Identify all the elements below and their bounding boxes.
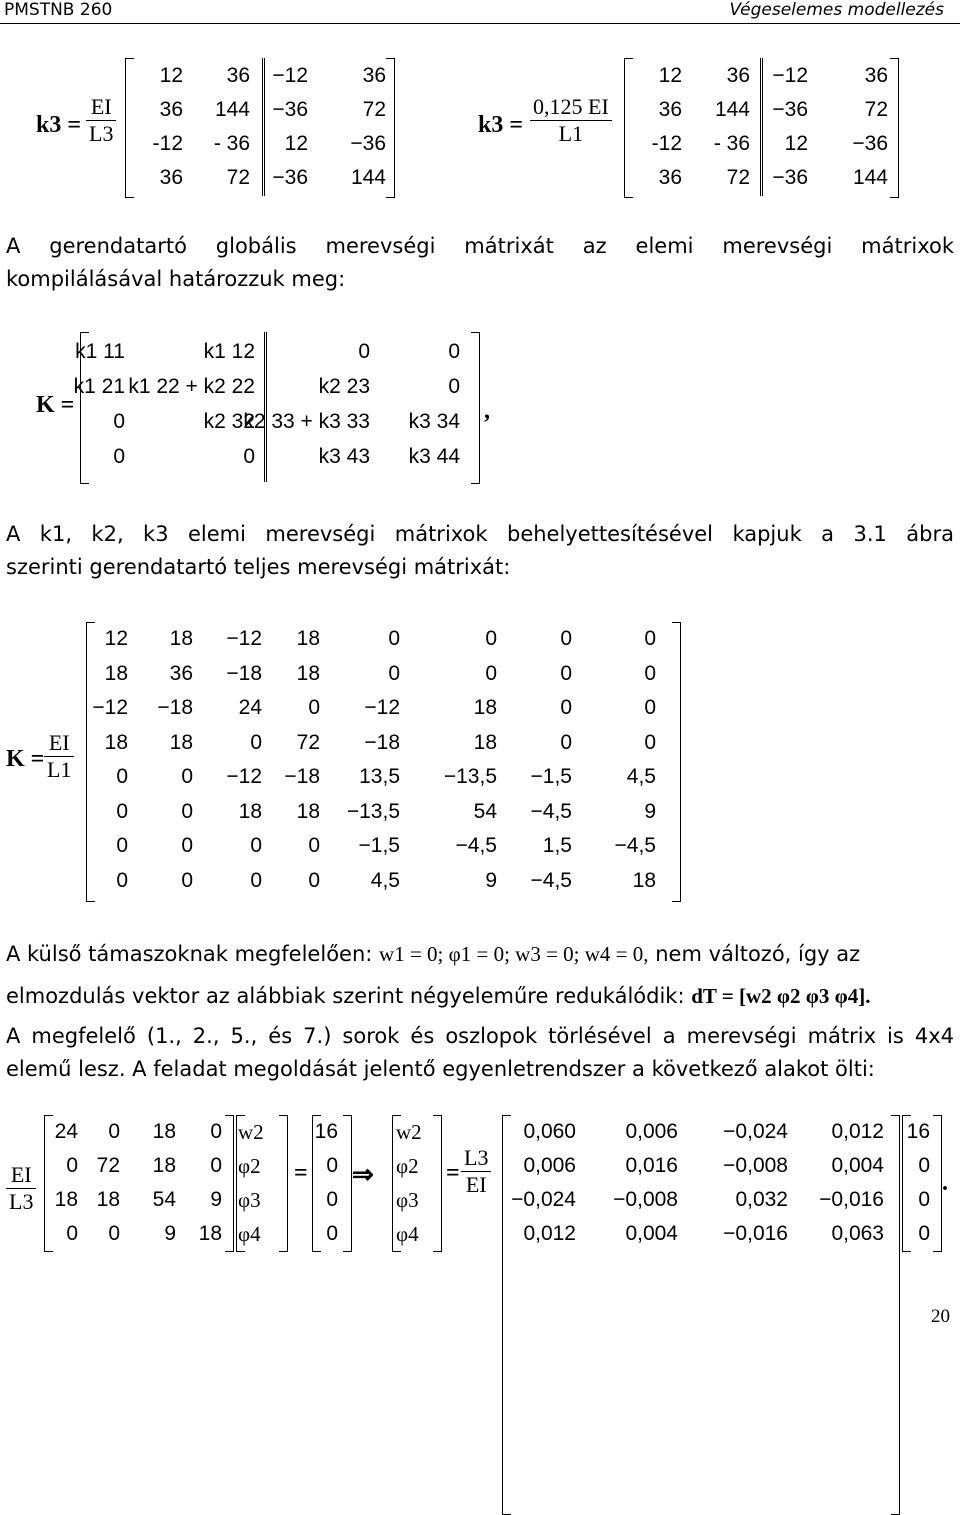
system-rhs-2-cell: 0 [918, 1188, 930, 1211]
k-full-cell: 18 [169, 730, 193, 754]
k-full-coefficient-denominator: L1 [47, 757, 72, 782]
system-inverse-cell: 0,004 [831, 1154, 884, 1177]
system-matrix-cell: 18 [96, 1188, 120, 1211]
system-unknown: φ2 [238, 1154, 261, 1178]
k-full-cell: 0 [116, 868, 128, 892]
k3-second-coefficient-denominator: L1 [558, 121, 584, 146]
k-full-cell: 18 [296, 627, 320, 650]
k-assembly-cell: k2 32 [203, 410, 255, 433]
system-unknown: φ3 [238, 1188, 261, 1212]
boundary-conditions: w1 = 0; φ1 = 0; w3 = 0; w4 = 0, [379, 942, 649, 966]
k3-first-cell: 36 [226, 64, 250, 87]
k-assembly-right-bracket [471, 332, 480, 484]
paragraph-3-line-4: elemű lesz. A feladat megoldását jelentő egyenletrendszer a következő alakot ölti: [6, 1057, 875, 1081]
k-assembly-cell: k3 34 [408, 410, 460, 433]
k-full-cell: 12 [104, 627, 128, 650]
system-matrix-cell: 0 [66, 1222, 78, 1245]
page-number: 20 [931, 1306, 950, 1327]
k3-second-cell: −36 [772, 166, 808, 189]
k-assembly-comma: , [484, 398, 490, 424]
support-text: A külső támaszoknak megfelelően: [6, 942, 373, 966]
k-full-cell: 18 [104, 661, 128, 685]
k-assembly-cell: k1 12 [203, 340, 255, 363]
k3-first-cell: 12 [159, 64, 183, 87]
system-rhs-cell: 16 [314, 1120, 338, 1143]
k3-first-cell: 36 [159, 166, 183, 189]
k-full-cell: −4,5 [614, 834, 656, 857]
k-full-cell: 0 [181, 799, 193, 823]
system-inverse-coefficient-denominator: EI [465, 1172, 487, 1197]
k-full-cell: 0 [560, 661, 572, 685]
k3-coefficient-numerator: EI [86, 94, 116, 121]
k-full-cell: 9 [485, 868, 497, 892]
k3-second-cell: -12 [651, 132, 682, 155]
header-rule [0, 23, 960, 24]
k-full-cell: 0 [644, 730, 656, 754]
k-full-cell: −18 [364, 730, 400, 754]
system-inverse-coefficient [461, 1145, 491, 1198]
system-inverse-cell: −0,016 [819, 1188, 884, 1211]
k-full-cell: 4,5 [626, 765, 656, 788]
k-full-cell: 0 [308, 696, 320, 719]
k3-first-cell: 72 [226, 166, 250, 189]
k-full-cell: 18 [296, 799, 320, 823]
k3-first-cell: −36 [272, 166, 308, 189]
k-full-cell: 0 [644, 696, 656, 719]
system-matrix-cell: 72 [96, 1154, 120, 1177]
k-full-cell: 18 [238, 799, 262, 823]
k3-second-cell: 12 [658, 64, 682, 87]
k3-coefficient-denominator: L3 [89, 121, 114, 146]
k-full-cell: 18 [296, 661, 320, 685]
k-full-cell: −4,5 [530, 868, 572, 892]
k3-lhs: k3 = [36, 112, 82, 138]
k-full-cell: 0 [116, 765, 128, 788]
system-inverse-cell: −0,008 [613, 1188, 678, 1211]
k-assembly-cell: k3 43 [318, 445, 370, 468]
k-full-cell: 0 [560, 627, 572, 650]
k3-first-cell: 144 [350, 166, 386, 189]
system-inverse-cell: 0,016 [625, 1154, 678, 1177]
k-assembly-cell: k3 44 [408, 445, 460, 468]
k-full-cell: 13,5 [359, 765, 400, 788]
k3-second-cell: −36 [772, 98, 808, 121]
k3-first-cell: −36 [350, 132, 386, 155]
k3-second-cell: −12 [772, 64, 808, 87]
system-matrix-cell: 0 [108, 1222, 120, 1245]
system-unknown: φ4 [238, 1222, 261, 1246]
system-matrix-cell: 18 [198, 1222, 222, 1245]
system-matrix-cell: 18 [54, 1188, 78, 1211]
system-equals: = [294, 1160, 308, 1186]
k-full-right-bracket [672, 622, 681, 902]
system-rhs-2-cell: 0 [918, 1154, 930, 1177]
k-assembly-cell: k1 11 [75, 340, 125, 363]
k3-second-cell: - 36 [713, 132, 750, 155]
k-full-cell: 9 [644, 799, 656, 823]
paragraph-2-line-2: szerinti gerendatartó teljes merevségi mátrixát: [6, 555, 511, 579]
k-full-cell: −18 [157, 696, 193, 719]
system-inverse-cell: 0,063 [831, 1222, 884, 1245]
k-assembly-cell: 0 [448, 375, 460, 398]
k-full-cell: 18 [104, 730, 128, 754]
k3-second-cell: 72 [864, 98, 888, 121]
k-full-cell: 24 [238, 696, 262, 719]
k-full-cell: 18 [169, 627, 193, 650]
k3-first-cell: −36 [272, 98, 308, 121]
k-full-cell: 72 [296, 730, 320, 754]
system-inverse-cell: 0,012 [523, 1222, 576, 1245]
system-matrix-cell: 18 [152, 1154, 176, 1177]
k-assembly-lhs: K = [36, 392, 75, 418]
k-full-cell: 18 [473, 730, 497, 754]
k-assembly-cell: k2 23 [318, 375, 370, 398]
k-full-cell: 54 [473, 799, 497, 823]
system-inverse-cell: −0,024 [723, 1120, 788, 1143]
displacement-vector: dT = [w2 φ2 φ3 φ4]. [691, 984, 871, 1008]
paragraph-3-line-3: A megfelelő (1., 2., 5., és 7.) sorok és oszlopok törlésével a merevségi mátrix is 4x4 [6, 1024, 954, 1048]
k3-first-right-bracket [386, 58, 395, 198]
system-matrix-cell: 9 [210, 1188, 222, 1211]
system-matrix-cell: 18 [152, 1120, 176, 1143]
k3-second-cell: −36 [852, 132, 888, 155]
k3-first-cell: 144 [214, 98, 250, 121]
system-matrix-cell: 0 [66, 1154, 78, 1177]
k3-second-cell: 36 [864, 64, 888, 87]
system-unknown-2: φ3 [396, 1188, 419, 1212]
k3-second-cell: 72 [726, 166, 750, 189]
k-full-cell: −18 [226, 661, 262, 685]
k-full-cell: 0 [250, 868, 262, 892]
system-inverse-cell: −0,008 [723, 1154, 788, 1177]
paragraph-2-line-1: A k1, k2, k3 elemi merevségi mátrixok behelyettesítésével kapjuk a 3.1 ábra [6, 522, 954, 546]
k-assembly-cell: 0 [448, 340, 460, 363]
k-full-cell: −4,5 [455, 834, 497, 857]
system-inverse-cell: 0,012 [831, 1120, 884, 1143]
k3-second-coefficient [530, 94, 612, 147]
paragraph-1-line-1: A gerendatartó globális merevségi mátrixát az elemi merevségi mátrixok [6, 234, 954, 258]
system-matrix-right-bracket [225, 1115, 234, 1252]
system-rhs-2-cell: 16 [906, 1120, 930, 1143]
k-full-cell: 0 [181, 868, 193, 892]
system-inverse-cell: 0,006 [523, 1154, 576, 1177]
k-full-cell: 0 [485, 627, 497, 650]
k-full-cell: 0 [388, 627, 400, 650]
system-inverse-cell: 0,032 [735, 1188, 788, 1211]
k3-second-coefficient-numerator: 0,125 EI [530, 94, 612, 121]
k3-first-cell: 36 [159, 98, 183, 121]
system-rhs-cell: 0 [326, 1188, 338, 1211]
k-full-cell: 0 [308, 868, 320, 892]
system-matrix-cell: 0 [210, 1154, 222, 1177]
system-matrix-cell: 0 [210, 1120, 222, 1143]
system-matrix-cell: 9 [164, 1222, 176, 1245]
k3-first-cell: 36 [362, 64, 386, 87]
k-full-lhs: K = [6, 746, 45, 772]
k-full-cell: 0 [116, 799, 128, 823]
k3-second-cell: 36 [726, 64, 750, 87]
system-matrix-cell: 24 [54, 1120, 78, 1143]
k-full-cell: 0 [250, 730, 262, 754]
k3-first-cell: −12 [272, 64, 308, 87]
k-full-cell: 0 [250, 834, 262, 857]
k-full-cell: 0 [560, 696, 572, 719]
paragraph-3-line-1 [6, 938, 954, 971]
k-assembly-cell: 0 [358, 340, 370, 363]
system-inverse-cell: −0,024 [511, 1188, 576, 1211]
k-full-cell: −13,5 [346, 799, 400, 823]
k-full-cell: −12 [226, 765, 262, 788]
k-full-cell: 18 [473, 696, 497, 719]
k-assembly-cell: k1 21 [73, 375, 125, 398]
k-full-cell: −12 [92, 696, 128, 719]
k-full-cell: −12 [226, 627, 262, 650]
system-rhs-cell: 0 [326, 1154, 338, 1177]
system-rhs-2-cell: 0 [918, 1222, 930, 1245]
system-end: . [942, 1170, 948, 1196]
k-full-cell: 4,5 [370, 868, 400, 892]
system-unknown-2: w2 [396, 1120, 422, 1144]
k-full-cell: −4,5 [530, 799, 572, 823]
displacement-text: elmozdulás vektor az alábbiak szerint négyeleműre redukálódik: [6, 984, 685, 1008]
k-assembly-cell: 0 [113, 445, 125, 468]
system-unknown-2: φ4 [396, 1222, 419, 1246]
k3-second-right-bracket [890, 58, 899, 198]
k-full-cell: 18 [632, 868, 656, 892]
k-assembly-cell: 0 [243, 445, 255, 468]
k-full-cell: 0 [644, 661, 656, 685]
k-full-cell: 0 [388, 661, 400, 685]
support-text-end: nem változó, így az [655, 942, 861, 966]
system-rhs-right-bracket [343, 1115, 352, 1252]
system-rhs-cell: 0 [326, 1222, 338, 1245]
k-full-cell: −1,5 [358, 834, 400, 857]
k-full-cell: 36 [169, 661, 193, 685]
k-full-cell: 0 [644, 627, 656, 650]
k-full-cell: −13,5 [443, 765, 497, 788]
k3-second-cell: 36 [658, 166, 682, 189]
k-assembly-cell: k2 33 + k3 33 [243, 410, 370, 433]
system-rhs-2-right-bracket [933, 1115, 942, 1252]
system-coefficient-denominator: L3 [9, 1189, 34, 1214]
k-full-cell: −18 [284, 765, 320, 788]
k3-second-cell: 36 [658, 98, 682, 121]
system-matrix-cell: 54 [152, 1188, 176, 1211]
header-right: Végeselemes modellezés [729, 0, 944, 20]
k-full-cell: 0 [485, 661, 497, 685]
system-inverse-cell: 0,060 [523, 1120, 576, 1143]
system-inverse-cell: 0,004 [625, 1222, 678, 1245]
k-assembly-cell: k1 22 + k2 22 [128, 375, 255, 398]
system-equals-2: = [446, 1160, 460, 1186]
k-full-cell: 0 [560, 730, 572, 754]
k-full-cell: 0 [181, 834, 193, 857]
system-inverse-cell: 0,006 [625, 1120, 678, 1143]
k3-second-cell: 144 [852, 166, 888, 189]
k-full-cell: −1,5 [530, 765, 572, 788]
k3-first-cell: 12 [284, 132, 308, 155]
system-coefficient-numerator: EI [6, 1162, 36, 1189]
header-left: PMSTNB 260 [4, 0, 113, 20]
paragraph-1-line-2: kompilálásával határozzuk meg: [6, 267, 346, 291]
k3-second-cell: 144 [714, 98, 750, 121]
paragraph-3-line-2 [6, 980, 954, 1013]
system-inverse-coefficient-numerator: L3 [461, 1145, 491, 1172]
system-unknown-2: φ2 [396, 1154, 419, 1178]
system-matrix-cell: 0 [108, 1120, 120, 1143]
system-inverse-cell: −0,016 [723, 1222, 788, 1245]
k-full-cell: 1,5 [542, 834, 572, 857]
k-assembly-cell: 0 [113, 410, 125, 433]
implies-arrow: ⇒ [352, 1160, 374, 1189]
k3-first-cell: 72 [362, 98, 386, 121]
k-full-cell: 0 [308, 834, 320, 857]
k3-second-cell: 12 [784, 132, 808, 155]
k-full-cell: 0 [116, 834, 128, 857]
system-unknown: w2 [238, 1120, 264, 1144]
k3-first-cell: - 36 [213, 132, 250, 155]
k3-lhs: k3 = [478, 112, 524, 138]
k-full-cell: −12 [364, 696, 400, 719]
k3-first-cell: -12 [152, 132, 183, 155]
k-full-coefficient-numerator: EI [44, 730, 74, 757]
k-full-cell: 0 [181, 765, 193, 788]
